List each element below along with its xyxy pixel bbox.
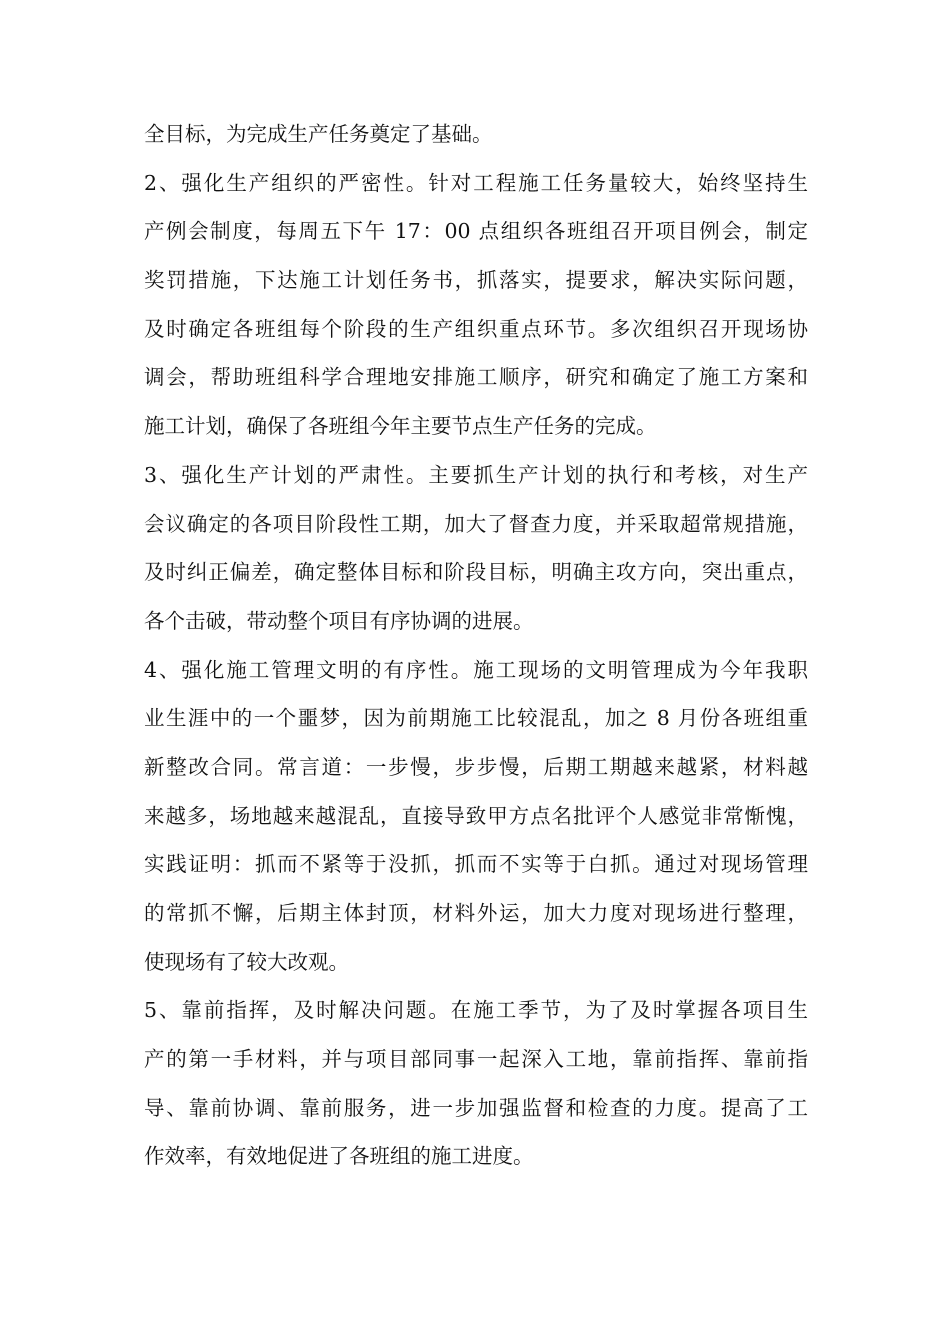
paragraph-2-line-3: 奖罚措施，下达施工计划任务书，抓落实，提要求，解决实际问题， [144,268,808,293]
paragraph-2-line-1: 2、强化生产组织的严密性。针对工程施工任务量较大，始终坚持生 [144,170,808,195]
paragraph-3-line-4: 各个击破，带动整个项目有序协调的进展。 [144,608,534,633]
paragraph-2-line-4: 及时确定各班组每个阶段的生产组织重点环节。多次组织召开现场协 [144,316,808,341]
paragraph-4-line-2: 业生涯中的一个噩梦，因为前期施工比较混乱，加之 8 月份各班组重 [144,706,808,731]
paragraph-5-line-3: 导、靠前协调、靠前服务，进一步加强监督和检查的力度。提高了工 [144,1095,808,1120]
paragraph-3-line-1: 3、强化生产计划的严肃性。主要抓生产计划的执行和考核，对生产 [144,462,808,487]
paragraph-2-line-2: 产例会制度，每周五下午 17：00 点组织各班组召开项目例会，制定 [144,219,808,244]
document-body [144,110,808,1181]
paragraph-5-line-1: 5、靠前指挥，及时解决问题。在施工季节，为了及时掌握各项目生 [144,998,808,1023]
paragraph-5-line-4: 作效率，有效地促进了各班组的施工进度。 [144,1144,534,1169]
paragraph-1-line-1: 全目标，为完成生产任务奠定了基础。 [144,122,493,146]
paragraph-3-line-2: 会议确定的各项目阶段性工期，加大了督查力度，并采取超常规措施， [144,511,808,536]
paragraph-4-line-4: 来越多，场地越来越混乱，直接导致甲方点名批评个人感觉非常惭愧， [144,803,808,828]
paragraph-4-line-5: 实践证明：抓而不紧等于没抓，抓而不实等于白抓。通过对现场管理 [144,852,808,877]
paragraph-5-line-2: 产的第一手材料，并与项目部同事一起深入工地，靠前指挥、靠前指 [144,1047,808,1072]
paragraph-2-line-5: 调会，帮助班组科学合理地安排施工顺序，研究和确定了施工方案和 [144,365,808,390]
paragraph-4-line-6: 的常抓不懈，后期主体封顶，材料外运，加大力度对现场进行整理， [144,901,808,925]
paragraph-3-line-3: 及时纠正偏差，确定整体目标和阶段目标，明确主攻方向，突出重点， [144,560,808,585]
paragraph-2-line-6: 施工计划，确保了各班组今年主要节点生产任务的完成。 [144,414,657,439]
paragraph-4-line-1: 4、强化施工管理文明的有序性。施工现场的文明管理成为今年我职 [144,657,808,682]
paragraph-4-line-3: 新整改合同。常言道：一步慢，步步慢，后期工期越来越紧，材料越 [144,754,808,779]
paragraph-4-line-7: 使现场有了较大改观。 [144,949,349,974]
